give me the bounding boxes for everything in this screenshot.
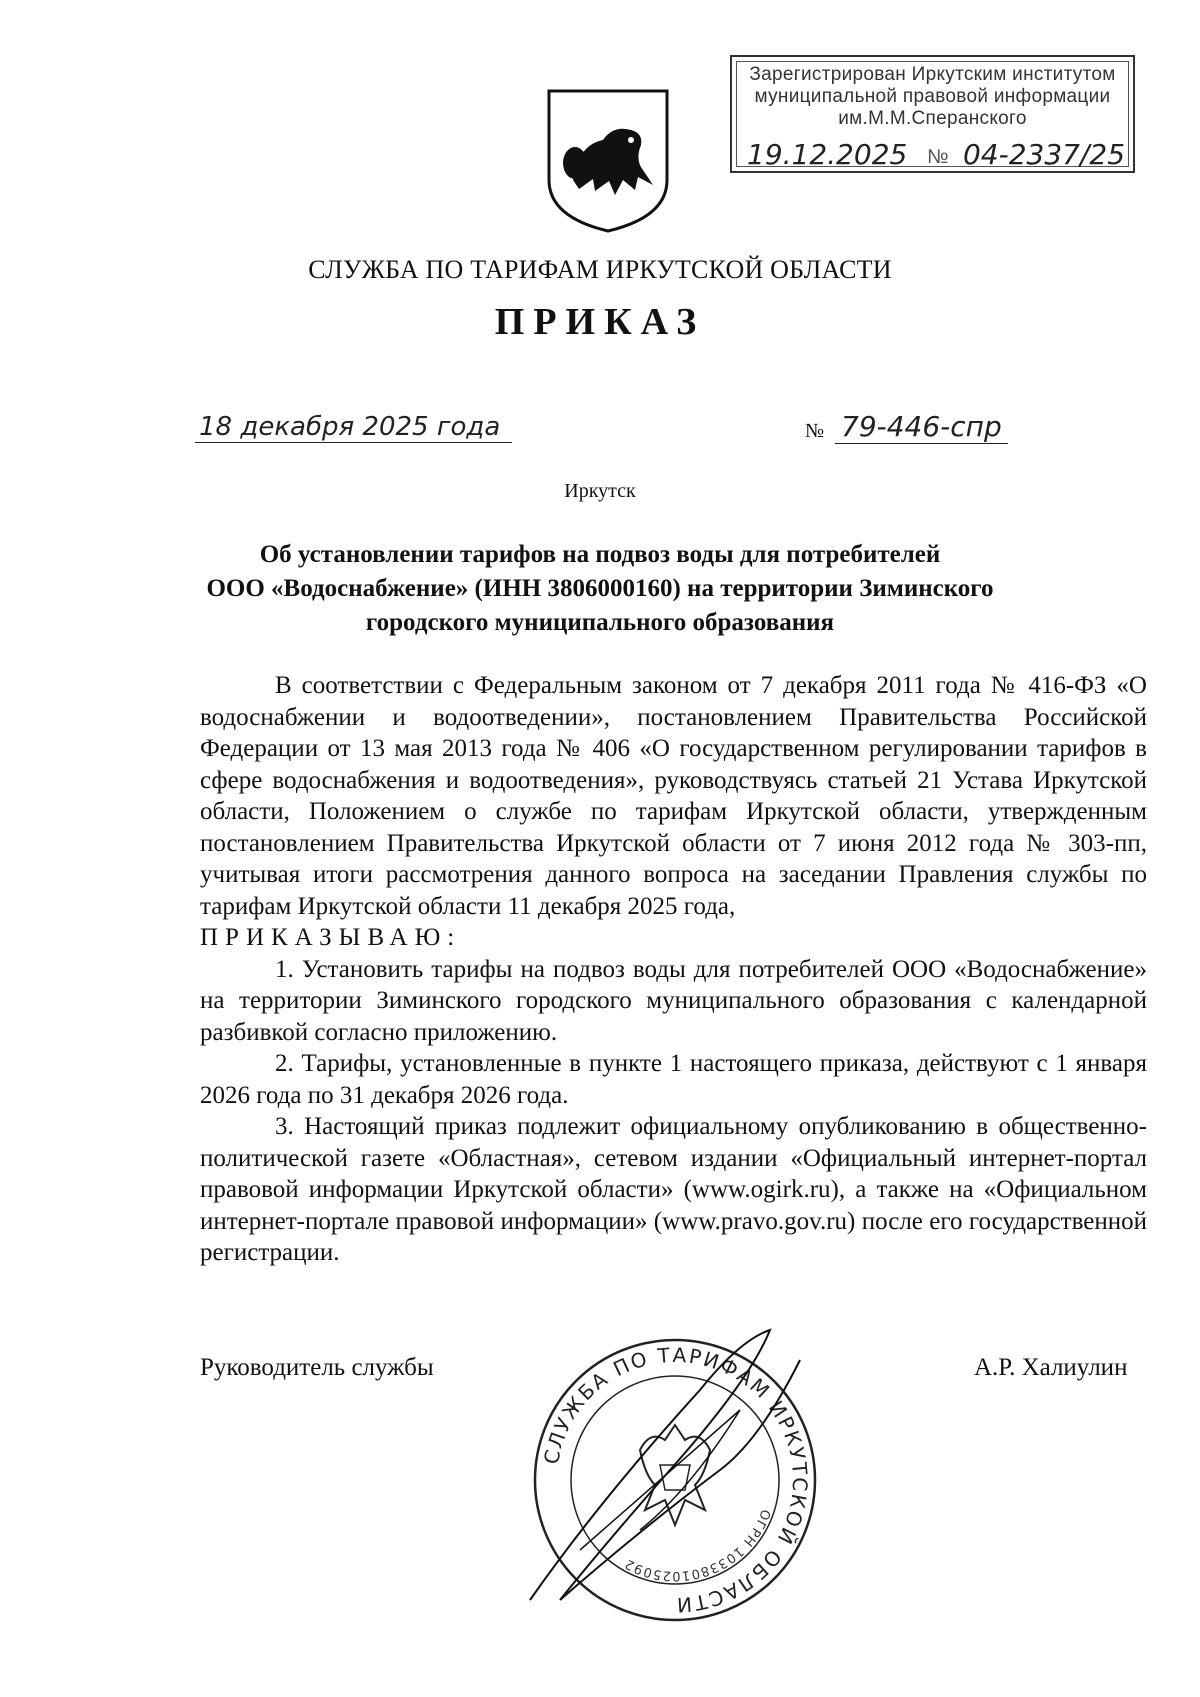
registration-stamp-frame	[736, 61, 1129, 171]
registration-line-1: Зарегистрирован Иркутским институтом	[749, 64, 1116, 85]
order-number: 79-446-спр	[835, 410, 1008, 444]
city: Иркутск	[564, 480, 636, 502]
registration-number-label: №	[927, 146, 949, 168]
item-3-paragraph: 3. Настоящий приказ подлежит официальному опубликованию в общественно-политической газете «Областная», сетевом издании «Официальный интернет-портал правовой информации Иркутской области» (www.ogirk.ru), а также на «Официальном интернет-портале правовой информации» (www.pravo.gov.ru) после его государственной регистрации.	[200, 1113, 1147, 1266]
subject-line-3: городского муниципального образования	[365, 609, 835, 636]
signatory-position: Руководитель службы	[200, 1354, 434, 1381]
signatory-name: А.Р. Халиулин	[974, 1354, 1128, 1381]
item-1-paragraph: 1. Установить тарифы на подвоз воды для потребителей ООО «Водоснабжение» на территории Зиминского городского муниципального образования с календарной разбивкой согласно приложению.	[200, 955, 1147, 1046]
subject-line-2: ООО «Водоснабжение» (ИНН 3806000160) на территории Зиминского	[206, 575, 994, 602]
registration-line-3: им.М.М.Сперанского	[838, 108, 1027, 129]
registration-stamp	[730, 55, 1135, 173]
item-2-paragraph: 2. Тарифы, установленные в пункте 1 настоящего приказа, действуют с 1 января 2026 года по 31 декабря 2026 года.	[200, 1050, 1147, 1109]
order-number-label: №	[805, 420, 825, 442]
registration-line-2: муниципальной правовой информации	[754, 86, 1111, 107]
seal-outer-text: СЛУЖБА ПО ТАРИФАМ ИРКУТСКОЙ ОБЛАСТИ	[539, 1342, 813, 1618]
coat-of-arms-icon	[543, 85, 673, 235]
seal-ogrn-text: ОГРН 1033801025092	[621, 1507, 773, 1584]
order-word: ПРИКАЗЫВАЮ:	[200, 924, 462, 951]
document-title: ПРИКАЗ	[494, 301, 706, 343]
agency-name: СЛУЖБА ПО ТАРИФАМ ИРКУТСКОЙ ОБЛАСТИ	[308, 255, 892, 284]
order-subject	[160, 538, 1040, 640]
registration-date: 19.12.2025	[747, 138, 908, 171]
subject-line-1: Об установлении тарифов на подвоз воды для потребителей	[259, 541, 941, 568]
preamble-paragraph: В соответствии с Федеральным законом от 7 декабря 2011 года № 416-ФЗ «О водоснабжении и водоотведении», постановлением Правительства Российской Федерации от 13 мая 2013 года № 406 «О государственном регулировании тарифов в сфере водоснабжения и водоотведения», руководствуясь статьей 21 Устава Иркутской области, Положением о службе по тарифам Иркутской области, утвержденным постановлением Правительства Иркутской области от 7 июня 2012 года № 303-пп, учитывая итоги рассмотрения данного вопроса на заседании Правления службы по тарифам Иркутской области 11 декабря 2025 года,	[200, 672, 1147, 920]
order-body	[200, 670, 1147, 1269]
official-seal-icon	[520, 1300, 830, 1660]
order-date: 18 декабря 2025 года	[195, 412, 512, 443]
registration-number: 04-2337/25	[959, 138, 1129, 172]
